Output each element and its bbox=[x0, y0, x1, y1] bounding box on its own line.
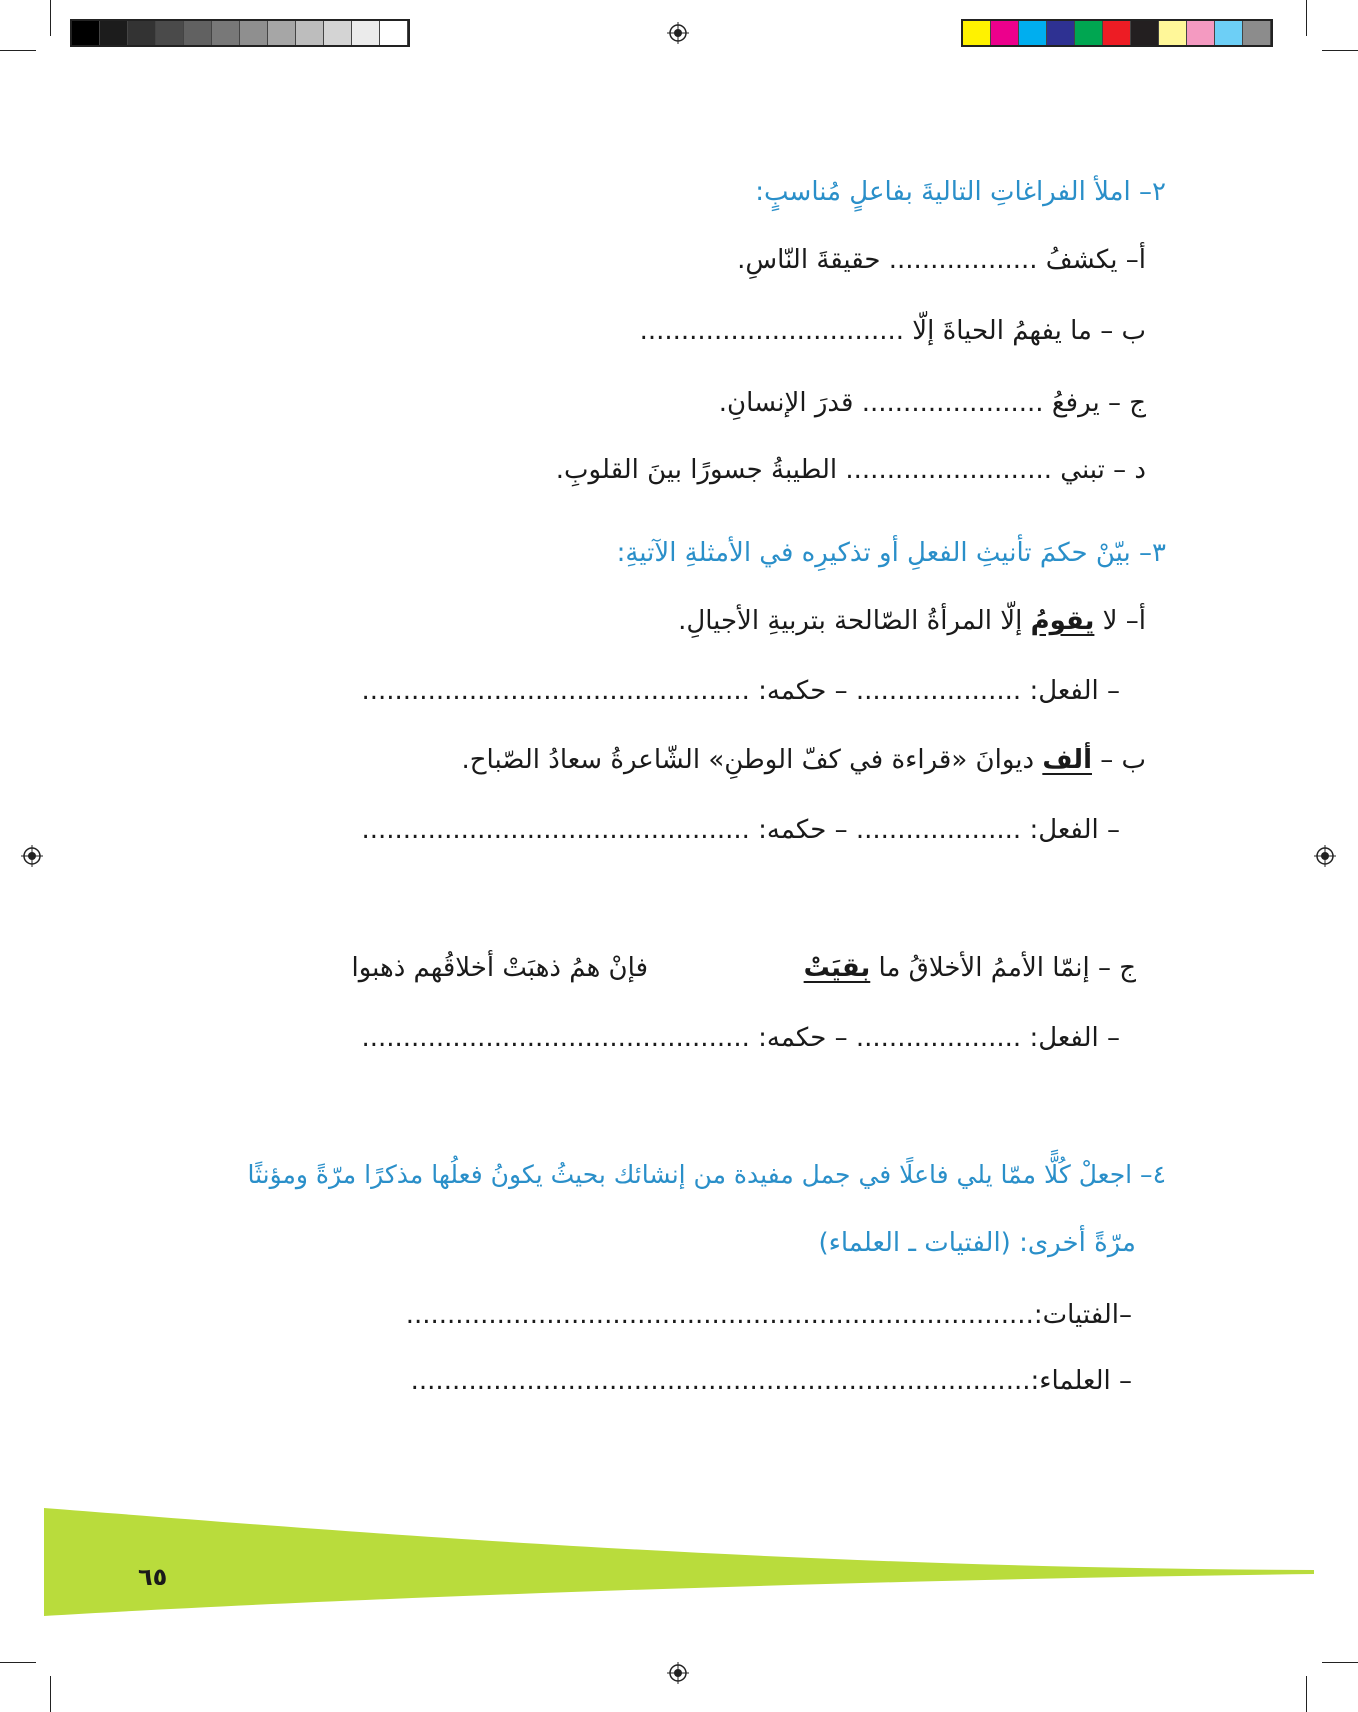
footer-banner bbox=[44, 1508, 1314, 1616]
exercise-3-answer-a: – الفعل: .................... – حكمه: ............................................... bbox=[361, 676, 1120, 706]
underlined-verb: ألف bbox=[1042, 745, 1092, 775]
blank-field[interactable]: ...................... bbox=[861, 388, 1044, 418]
verb-blank[interactable]: .................... bbox=[855, 676, 1022, 706]
blank-field[interactable]: .................. bbox=[888, 245, 1038, 275]
verb-blank[interactable]: .................... bbox=[855, 815, 1022, 845]
rule-blank[interactable]: ............................................... bbox=[361, 815, 750, 845]
exercise-2-item-b: ب – ما يفهمُ الحياةَ إلّا ................................ bbox=[639, 316, 1146, 346]
underlined-verb: يقومُ bbox=[1030, 606, 1095, 636]
exercise-4-heading: ٤– اجعلْ كُلًّا ممّا يلي فاعلًا في جمل مفيدة من إنشائك بحيثُ يكونُ فعلُها مذكرًا مرّةً ومؤنثًا bbox=[247, 1160, 1166, 1189]
rule-blank[interactable]: ............................................... bbox=[361, 676, 750, 706]
blank-field[interactable]: ................................ bbox=[639, 316, 905, 346]
exercise-3-verse-c-first: ج – إنمّا الأممُ الأخلاقُ ما بقيَتْ bbox=[803, 953, 1136, 983]
exercise-4-heading-cont: مرّةً أخرى: (الفتيات ـ العلماء) bbox=[818, 1228, 1136, 1258]
exercise-4-item-scholars: – العلماء:........................................................................... bbox=[410, 1366, 1132, 1396]
exercise-4-item-girls: –الفتيات:............................................................................ bbox=[405, 1300, 1132, 1330]
exercise-3-sentence-a: أ– لا يقومُ إلّا المرأةُ الصّالحة بتربيةِ الأجيالِ. bbox=[678, 606, 1146, 636]
sentence-blank[interactable]: ............................................................................ bbox=[405, 1300, 1034, 1330]
page-number: ٦٥ bbox=[138, 1563, 168, 1591]
exercise-2-heading: ٢– املأ الفراغاتِ التاليةَ بفاعلٍ مُناسبٍ: bbox=[755, 177, 1166, 207]
exercise-2-item-a: أ– يكشفُ .................. حقيقةَ النّاسِ. bbox=[737, 245, 1146, 275]
exercise-3-answer-c: – الفعل: .................... – حكمه: ............................................... bbox=[361, 1023, 1120, 1053]
exercise-2-item-d: د – تبني ......................... الطيبةُ جسورًا بينَ القلوبِ. bbox=[555, 455, 1146, 485]
exercise-3-heading: ٣– بيّنْ حكمَ تأنيثِ الفعلِ أو تذكيرِه في الأمثلةِ الآتيةِ: bbox=[616, 538, 1166, 568]
verb-blank[interactable]: .................... bbox=[855, 1023, 1022, 1053]
rule-blank[interactable]: ............................................... bbox=[361, 1023, 750, 1053]
blank-field[interactable]: ......................... bbox=[845, 455, 1053, 485]
underlined-verb: بقيَتْ bbox=[803, 953, 871, 983]
exercise-3-answer-b: – الفعل: .................... – حكمه: ............................................... bbox=[361, 815, 1120, 845]
exercise-3-verse-c-second: فإنْ همُ ذهبَتْ أخلاقُهم ذهبوا bbox=[351, 953, 648, 983]
exercise-2-item-c: ج – يرفعُ ...................... قدرَ الإنسانِ. bbox=[718, 388, 1146, 418]
sentence-blank[interactable]: ........................................................................... bbox=[410, 1366, 1031, 1396]
exercise-3-sentence-b: ب – ألف ديوانَ «قراءة في كفّ الوطنِ» الشّاعرةُ سعادُ الصّباح. bbox=[461, 745, 1146, 775]
